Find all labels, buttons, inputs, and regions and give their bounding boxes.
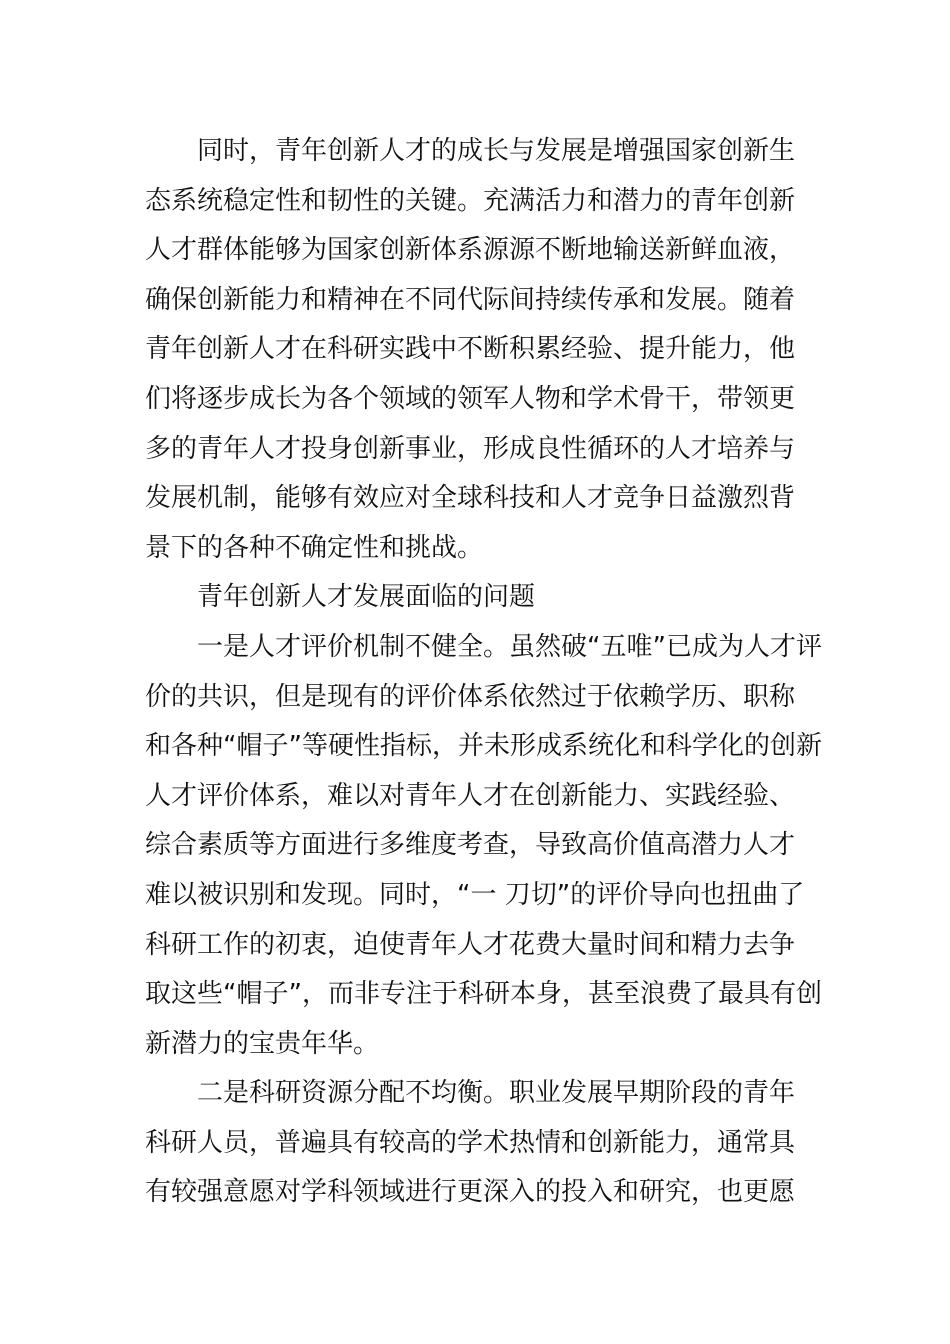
paragraph-1-line-8: 发展机制，能够有效应对全球科技和人才竞争日益激烈背 xyxy=(145,483,796,514)
paragraph-3-line-1: 二是科研资源分配不均衡。职业发展早期阶段的青年 xyxy=(197,1078,796,1109)
paragraph-1-line-7: 多的青年人才投身创新事业，形成良性循环的人才培养与 xyxy=(145,433,796,464)
paragraph-2-line-9: 新潜力的宝贵年华。 xyxy=(145,1028,380,1059)
paragraph-1-line-3: 人才群体能够为国家创新体系源源不断地输送新鲜血液， xyxy=(145,235,796,266)
section-heading: 青年创新人才发展面临的问题 xyxy=(197,582,536,613)
document-body xyxy=(145,127,822,1218)
paragraph-2-line-3: 和各种“帽子”等硬性指标，并未形成系统化和科学化的创新 xyxy=(145,731,822,762)
paragraph-3-line-3: 有较强意愿对学科领域进行更深入的投入和研究，也更愿 xyxy=(145,1177,796,1208)
paragraph-2-line-5: 综合素质等方面进行多维度考查，导致高价值高潜力人才 xyxy=(145,830,796,861)
paragraph-2-line-7: 科研工作的初衷，迫使青年人才花费大量时间和精力去争 xyxy=(145,929,796,960)
paragraph-2-line-6: 难以被识别和发现。同时，“一 刀切”的评价导向也扭曲了 xyxy=(145,879,805,910)
paragraph-1-line-9: 景下的各种不确定性和挑战。 xyxy=(145,532,484,563)
paragraph-2-line-2: 价的共识，但是现有的评价体系依然过于依赖学历、职称 xyxy=(145,681,796,712)
paragraph-2-line-1: 一是人才评价机制不健全。虽然破“五唯”已成为人才评 xyxy=(197,631,822,662)
paragraph-1-line-5: 青年创新人才在科研实践中不断积累经验、提升能力，他 xyxy=(145,334,796,365)
paragraph-1-line-6: 们将逐步成长为各个领域的领军人物和学术骨干，带领更 xyxy=(145,383,796,414)
paragraph-1-line-1: 同时，青年创新人才的成长与发展是增强国家创新生 xyxy=(197,136,796,166)
paragraph-2-line-8: 取这些“帽子”，而非专注于科研本身，甚至浪费了最具有创 xyxy=(145,979,822,1010)
paragraph-1-line-2: 态系统稳定性和韧性的关键。充满活力和潜力的青年创新 xyxy=(145,185,796,216)
paragraph-1-line-4: 确保创新能力和精神在不同代际间持续传承和发展。随着 xyxy=(145,284,796,315)
paragraph-2-line-4: 人才评价体系，难以对青年人才在创新能力、实践经验、 xyxy=(145,780,796,811)
paragraph-3-line-2: 科研人员，普遍具有较高的学术热情和创新能力，通常具 xyxy=(145,1127,796,1158)
